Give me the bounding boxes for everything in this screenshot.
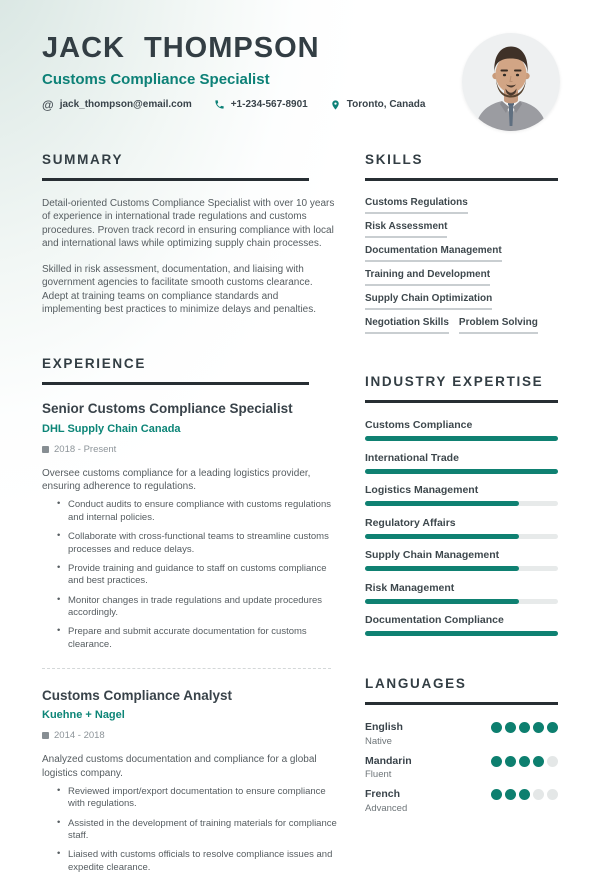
contact-phone-text: +1-234-567-8901 [230,99,308,110]
job-dates [42,444,338,455]
language-proficiency-dots [491,722,558,733]
expertise-bar-fill [365,599,519,604]
expertise-bar-fill [365,501,519,506]
expertise-label: International Trade [365,451,459,464]
skill-item: Supply Chain Optimization [365,293,492,310]
dot [519,756,530,767]
expertise-bar-track [365,501,558,506]
experience-section [42,356,338,874]
expertise-item [365,484,558,506]
job-dates [42,730,338,741]
skills-section [365,152,558,334]
calendar-icon [42,446,49,453]
contact-location [330,99,426,111]
job-bullet: • Collaborate with cross-functional teams to streamline customs processes and reduce delays. [57,531,338,556]
dot [547,722,558,733]
expertise-bar-fill [365,469,558,474]
job-bullet-list [42,786,338,874]
contact-email [42,99,192,111]
at-icon: @ [42,97,54,112]
calendar-icon [42,732,49,739]
job-dates-text: 2018 - Present [54,443,117,455]
skill-row [365,269,558,286]
expertise-label: Regulatory Affairs [365,516,456,529]
job-bullet: • Assisted in the development of training materials for compliance staff. [57,818,338,843]
languages-heading: LANGUAGES [365,676,558,705]
expertise-bar-fill [365,436,558,441]
job-company: DHL Supply Chain Canada [42,422,181,435]
expertise-label: Customs Compliance [365,419,473,431]
expertise-label: Logistics Management [365,484,479,496]
phone-icon [214,99,225,110]
person-name: JACK THOMPSON [42,32,320,64]
job-bullet: • Conduct audits to ensure compliance with customs regulations and internal policies. [57,499,338,524]
dot [505,789,516,800]
job-bullet: • Provide training and guidance to staff on customs compliance and best practices. [57,563,338,588]
job-title: Customs Compliance Analyst [42,687,233,703]
job-company: Kuehne + Nagel [42,709,125,722]
job-title: Senior Customs Compliance Specialist [42,401,293,417]
job-bullet-list [42,499,338,650]
skill-row [365,221,558,238]
dot [491,789,502,800]
contact-email-text: jack_thompson@email.com [59,99,192,110]
industry-expertise-section [365,374,558,636]
dot [533,722,544,733]
skill-item: Documentation Management [365,245,502,262]
expertise-label: Documentation Compliance [365,614,504,626]
language-name: English [365,721,403,733]
job-description: Oversee customs compliance for a leading logistics provider, ensuring adherence to regulations. [42,467,311,493]
contact-phone [214,99,308,110]
dot [491,722,502,733]
job-description: Analyzed customs documentation and compliance for a global logistics company. [42,754,317,779]
job-bullet: • Monitor changes in trade regulations and update procedures accordingly. [57,595,338,620]
summary-paragraph: Detail-oriented Customs Compliance Specialist with over 10 years of experience in international trade regulations and customs procedures. Proven track record in ensuring compliance with local and international laws while optimizing supply chain processes. [42,198,335,249]
header-text-block [42,34,425,111]
expertise-item [365,549,558,571]
expertise-label: Risk Management [365,581,455,594]
profile-photo-illustration [462,33,560,131]
industry-expertise-heading: INDUSTRY EXPERTISE [365,374,558,403]
avatar [462,33,560,131]
dot [533,789,544,800]
expertise-bar-fill [365,631,558,636]
dot [519,722,530,733]
language-proficiency-dots [491,756,558,767]
skill-item: Training and Development [365,269,490,286]
left-column [42,152,338,881]
expertise-bar-track [365,534,558,539]
job-entry [42,401,338,651]
skill-row [365,317,558,334]
skill-row [365,197,558,214]
job-bullet: • Reviewed import/export documentation to ensure compliance with regulations. [57,786,338,811]
skill-row [365,293,558,310]
contact-row [42,99,425,111]
expertise-bar-track [365,631,558,636]
dot [505,756,516,767]
language-row [365,788,558,814]
contact-location-text: Toronto, Canada [346,99,426,110]
expertise-item [365,452,558,474]
language-level: Advanced [365,802,408,814]
expertise-item [365,614,558,636]
summary-section [42,152,338,316]
skill-item: Customs Regulations [365,197,468,214]
expertise-label: Supply Chain Management [365,549,500,561]
language-name: French [365,788,401,801]
language-row [365,755,558,781]
expertise-bar-fill [365,534,519,539]
skills-heading: SKILLS [365,152,558,181]
right-column [365,152,558,881]
skill-item: Negotiation Skills [365,317,449,334]
dot [533,756,544,767]
language-level: Native [365,735,392,747]
skill-item: Risk Assessment [365,221,447,238]
expertise-item [365,419,558,441]
language-proficiency-dots [491,789,558,800]
dot [491,756,502,767]
language-row [365,721,558,747]
language-text [365,788,407,814]
expertise-bar-fill [365,566,519,571]
language-text [365,755,412,781]
language-name: Mandarin [365,754,412,767]
dot [505,722,516,733]
job-entry [42,688,338,874]
expertise-bar-track [365,469,558,474]
job-bullet: • Prepare and submit accurate documentation for customs clearance. [57,626,338,651]
dot [547,789,558,800]
summary-paragraph: Skilled in risk assessment, documentation, and liaising with government agencies to facilitate smooth customs clearance. Adept at training teams on compliance standards and implementing best practices to minimize delays and penalties. [42,264,317,316]
expertise-bar-track [365,566,558,571]
expertise-item [365,582,558,604]
resume-body [0,152,600,881]
experience-heading: EXPERIENCE [42,356,309,385]
languages-section [365,676,558,814]
location-pin-icon [330,99,341,111]
dot [547,756,558,767]
resume-header [0,0,600,143]
skill-row [365,245,558,262]
expertise-bar-track [365,599,558,604]
language-level: Fluent [365,769,392,781]
language-text [365,721,403,747]
expertise-bar-track [365,436,558,441]
skill-item: Problem Solving [459,317,538,334]
person-job-title: Customs Compliance Specialist [42,71,270,88]
expertise-item [365,517,558,539]
job-divider [42,668,331,669]
dot [519,789,530,800]
job-bullet: • Liaised with customs officials to resolve compliance issues and expedite clearance. [57,849,338,874]
summary-heading: SUMMARY [42,152,309,181]
job-dates-text: 2014 - 2018 [54,730,105,742]
